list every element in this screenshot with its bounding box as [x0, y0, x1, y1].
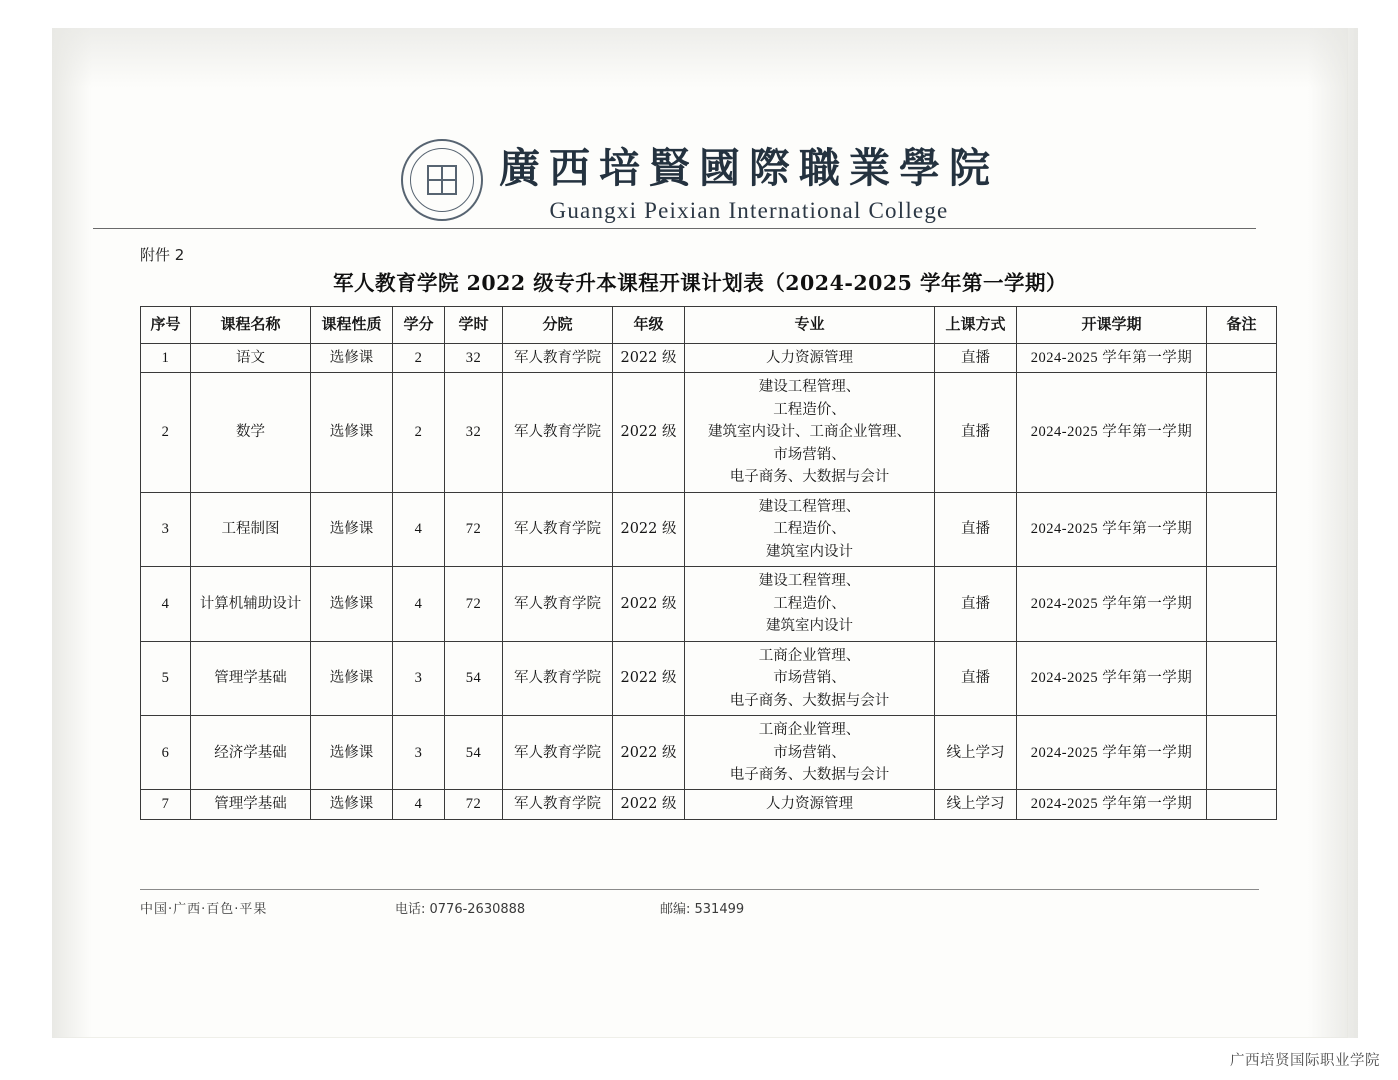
cell-major: 工商企业管理、 市场营销、 电子商务、大数据与会计 — [685, 716, 935, 790]
column-header-grade: 年级 — [613, 307, 685, 344]
cell-course: 数学 — [191, 373, 311, 492]
cell-grade: 2022 级 — [613, 373, 685, 492]
cell-course: 工程制图 — [191, 492, 311, 566]
cell-grade: 2022 级 — [613, 790, 685, 819]
college-name-en: Guangxi Peixian International College — [549, 198, 949, 223]
cell-no: 6 — [141, 716, 191, 790]
page-footer — [140, 898, 1259, 920]
cell-mode: 直播 — [935, 373, 1017, 492]
table-row — [141, 344, 1277, 373]
table-row — [141, 492, 1277, 566]
cell-remark — [1207, 567, 1277, 641]
cell-remark — [1207, 373, 1277, 492]
cell-term: 2024-2025 学年第一学期 — [1017, 790, 1207, 819]
cell-branch: 军人教育学院 — [503, 344, 613, 373]
cell-mode: 线上学习 — [935, 790, 1017, 819]
cell-no: 1 — [141, 344, 191, 373]
cell-branch: 军人教育学院 — [503, 641, 613, 715]
column-header-hours: 学时 — [445, 307, 503, 344]
cell-credits: 4 — [393, 567, 445, 641]
cell-course: 经济学基础 — [191, 716, 311, 790]
cell-type: 选修课 — [311, 344, 393, 373]
cell-type: 选修课 — [311, 790, 393, 819]
table-row — [141, 641, 1277, 715]
cell-no: 5 — [141, 641, 191, 715]
cell-hours: 32 — [445, 373, 503, 492]
table-row — [141, 567, 1277, 641]
page-title: 军人教育学院 2022 级专升本课程开课计划表（2024-2025 学年第一学期） — [332, 271, 1068, 295]
cell-remark — [1207, 492, 1277, 566]
cell-grade: 2022 级 — [613, 567, 685, 641]
letterhead — [52, 135, 1348, 224]
cell-term: 2024-2025 学年第一学期 — [1017, 641, 1207, 715]
watermark-label: 广西培贤国际职业学院 — [1230, 1053, 1380, 1069]
cell-branch: 军人教育学院 — [503, 716, 613, 790]
table-row — [141, 373, 1277, 492]
column-header-type: 课程性质 — [311, 307, 393, 344]
cell-major: 人力资源管理 — [685, 344, 935, 373]
cell-term: 2024-2025 学年第一学期 — [1017, 567, 1207, 641]
cell-no: 4 — [141, 567, 191, 641]
cell-hours: 54 — [445, 716, 503, 790]
cell-mode: 直播 — [935, 641, 1017, 715]
cell-mode: 直播 — [935, 567, 1017, 641]
cell-course: 管理学基础 — [191, 641, 311, 715]
column-header-course: 课程名称 — [191, 307, 311, 344]
footer-telephone: 电话: 0776-2630888 — [395, 902, 526, 917]
cell-major: 工商企业管理、 市场营销、 电子商务、大数据与会计 — [685, 641, 935, 715]
cell-major: 建设工程管理、 工程造价、 建筑室内设计、工商企业管理、 市场营销、 电子商务、大数据与会计 — [685, 373, 935, 492]
cell-credits: 3 — [393, 716, 445, 790]
table-body — [141, 344, 1277, 820]
cell-branch: 军人教育学院 — [503, 492, 613, 566]
course-plan-table-wrapper — [140, 306, 1259, 820]
cell-mode: 线上学习 — [935, 716, 1017, 790]
cell-hours: 72 — [445, 492, 503, 566]
cell-hours: 72 — [445, 790, 503, 819]
cell-type: 选修课 — [311, 492, 393, 566]
cell-remark — [1207, 790, 1277, 819]
cell-course: 语文 — [191, 344, 311, 373]
cell-branch: 军人教育学院 — [503, 567, 613, 641]
footer-zipcode: 邮编: 531499 — [660, 902, 745, 917]
cell-credits: 4 — [393, 790, 445, 819]
cell-credits: 3 — [393, 641, 445, 715]
column-header-major: 专业 — [685, 307, 935, 344]
cell-mode: 直播 — [935, 492, 1017, 566]
cell-term: 2024-2025 学年第一学期 — [1017, 716, 1207, 790]
cell-type: 选修课 — [311, 716, 393, 790]
table-row — [141, 716, 1277, 790]
letterhead-divider — [93, 228, 1256, 229]
cell-hours: 72 — [445, 567, 503, 641]
table-header-row — [141, 307, 1277, 344]
course-plan-table — [140, 306, 1277, 820]
cell-remark — [1207, 716, 1277, 790]
column-header-remark: 备注 — [1207, 307, 1277, 344]
cell-major: 建设工程管理、 工程造价、 建筑室内设计 — [685, 492, 935, 566]
cell-no: 3 — [141, 492, 191, 566]
column-header-branch: 分院 — [503, 307, 613, 344]
cell-course: 管理学基础 — [191, 790, 311, 819]
cell-no: 2 — [141, 373, 191, 492]
cell-branch: 军人教育学院 — [503, 373, 613, 492]
table-row — [141, 790, 1277, 819]
cell-course: 计算机辅助设计 — [191, 567, 311, 641]
cell-branch: 军人教育学院 — [503, 790, 613, 819]
cell-mode: 直播 — [935, 344, 1017, 373]
cell-credits: 2 — [393, 373, 445, 492]
footer-address: 中国·广西·百色·平果 — [140, 902, 268, 917]
cell-hours: 54 — [445, 641, 503, 715]
column-header-no: 序号 — [141, 307, 191, 344]
cell-type: 选修课 — [311, 641, 393, 715]
footer-divider — [140, 889, 1259, 890]
column-header-mode: 上课方式 — [935, 307, 1017, 344]
cell-grade: 2022 级 — [613, 641, 685, 715]
cell-grade: 2022 级 — [613, 344, 685, 373]
cell-major: 人力资源管理 — [685, 790, 935, 819]
cell-hours: 32 — [445, 344, 503, 373]
cell-term: 2024-2025 学年第一学期 — [1017, 373, 1207, 492]
cell-major: 建设工程管理、 工程造价、 建筑室内设计 — [685, 567, 935, 641]
attachment-label: 附件 2 — [140, 246, 185, 264]
cell-type: 选修课 — [311, 567, 393, 641]
cell-remark — [1207, 641, 1277, 715]
cell-grade: 2022 级 — [613, 716, 685, 790]
column-header-credits: 学分 — [393, 307, 445, 344]
cell-term: 2024-2025 学年第一学期 — [1017, 344, 1207, 373]
cell-grade: 2022 级 — [613, 492, 685, 566]
column-header-term: 开课学期 — [1017, 307, 1207, 344]
cell-remark — [1207, 344, 1277, 373]
cell-no: 7 — [141, 790, 191, 819]
cell-type: 选修课 — [311, 373, 393, 492]
college-seal-icon — [401, 139, 483, 221]
cell-credits: 2 — [393, 344, 445, 373]
college-name-cn: 廣西培賢國際職業學院 — [499, 144, 999, 192]
cell-credits: 4 — [393, 492, 445, 566]
cell-term: 2024-2025 学年第一学期 — [1017, 492, 1207, 566]
